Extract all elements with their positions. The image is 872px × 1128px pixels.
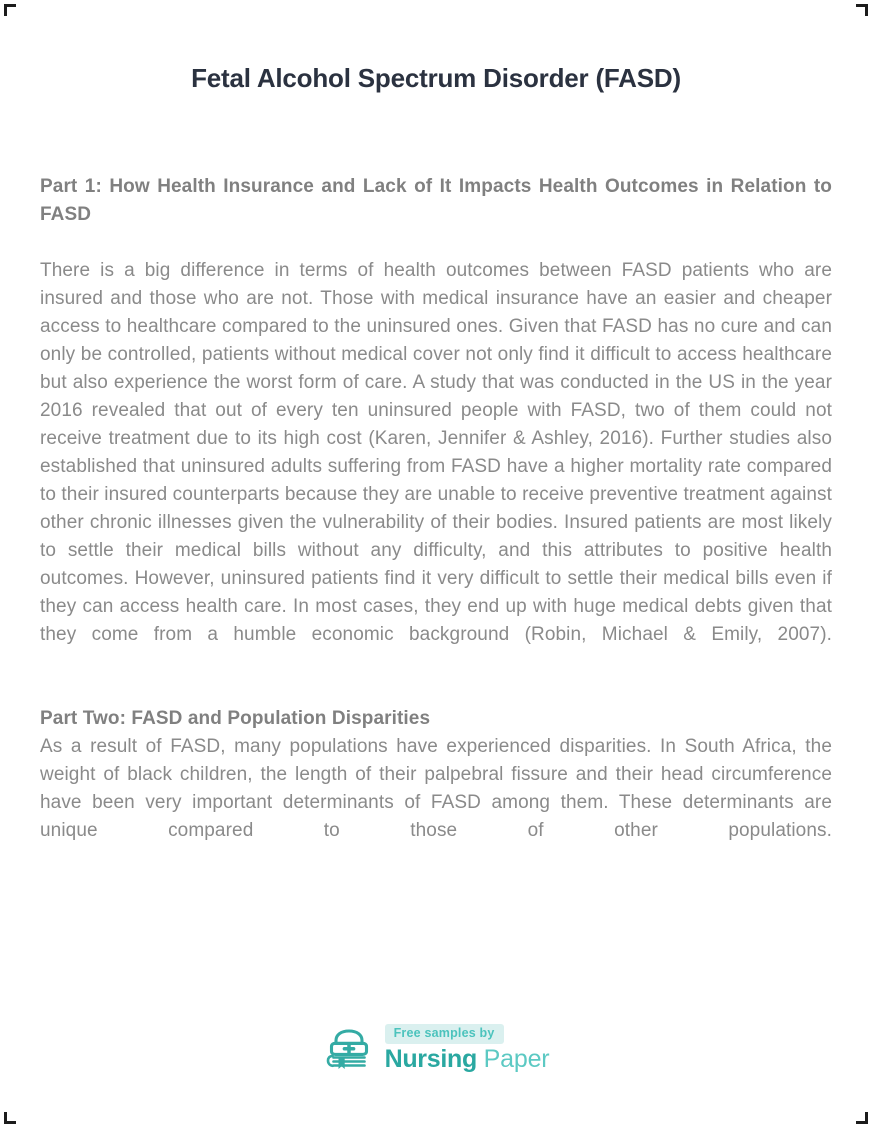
section-part-2 (40, 705, 832, 873)
logo-wordmark-paper: Paper (476, 1045, 550, 1074)
footer-logo (0, 1022, 872, 1074)
nurse-cap-and-book-icon (323, 1022, 375, 1074)
logo-wordmark-nursing: Nursing (384, 1045, 477, 1074)
page-title: Fetal Alcohol Spectrum Disorder (FASD) (191, 63, 681, 93)
section-body-part-2: As a result of FASD, many populations have experienced disparities. In South Africa, the weight of black children, the length of their palpebral fissure and their head circumference have been very important determinants of FASD among them. These determinants are unique compared to those of other populations. (40, 735, 832, 841)
free-samples-badge: Free samples by (385, 1024, 504, 1045)
section-heading-part-2: Part Two: FASD and Population Disparities (40, 707, 431, 729)
document-body (40, 173, 832, 873)
logo-wordmark (385, 1047, 550, 1072)
section-body-part-1: There is a big difference in terms of health outcomes between FASD patients who are insured and those who are not. Those with medical insurance have an easier and cheaper access to healthcare compared to the uninsured ones. Given that FASD has no cure and can only be controlled, patients without medical cover not only find it difficult to access healthcare but also experience the worst form of care. A study that was conducted in the US in the year 2016 revealed that out of every ten uninsured people with FASD, two of them could not receive treatment due to its high cost (Karen, Jennifer & Ashley, 2016). Further studies also established that uninsured adults suffering from FASD have a higher mortality rate compared to their insured counterparts because they are unable to receive preventive treatment against other chronic illnesses given the vulnerability of their bodies. Insured patients are most likely to settle their medical bills without any difficulty, and this attributes to positive health outcomes. However, uninsured patients find it very difficult to settle their medical bills even if they can access health care. In most cases, they end up with huge medical debts given that they come from a humble economic background (Robin, Michael & Emily, 2007). (40, 259, 832, 645)
section-heading-part-1: Part 1: How Health Insurance and Lack of It Impacts Health Outcomes in Relation to FASD (40, 175, 832, 225)
section-part-1 (40, 173, 832, 677)
logo-text-block (385, 1024, 550, 1073)
